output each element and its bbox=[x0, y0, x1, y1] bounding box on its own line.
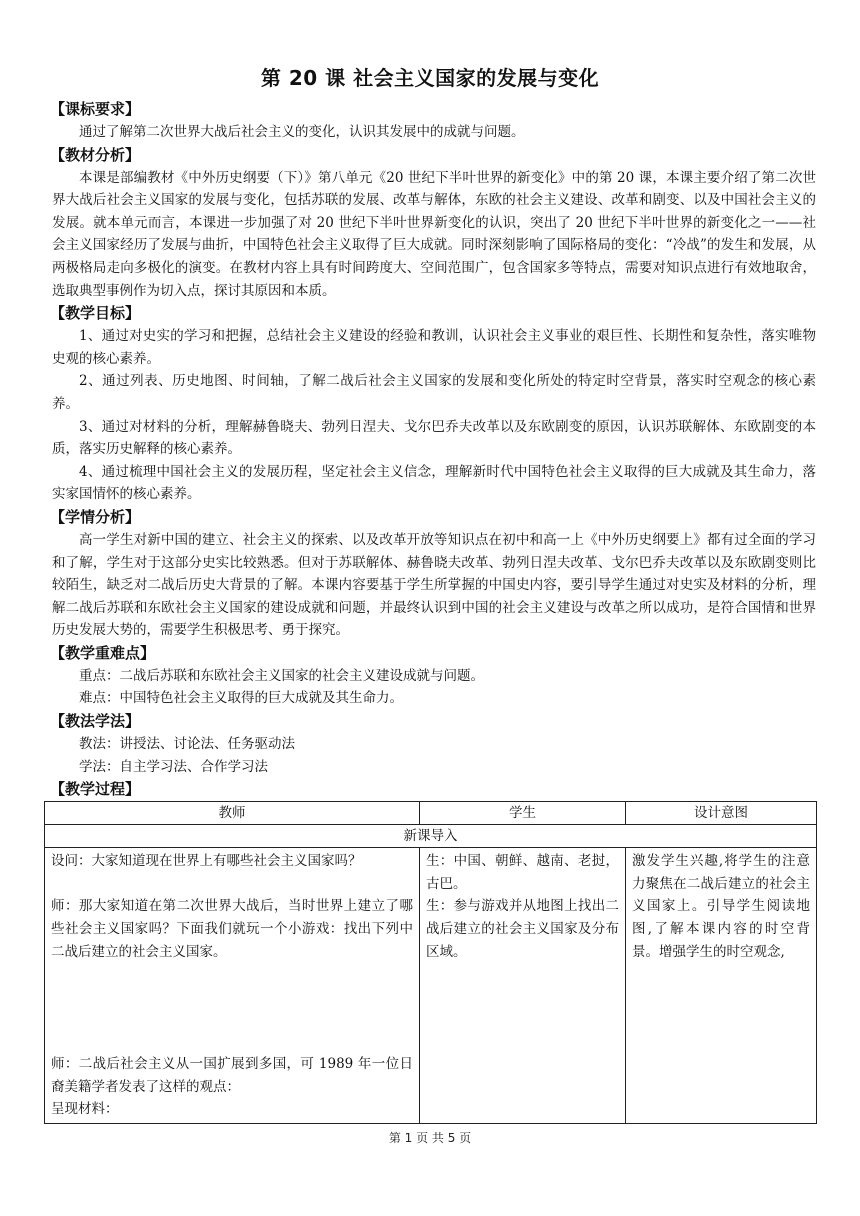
goal-item: 2、通过列表、历史地图、时间轴，了解二战后社会主义国家的发展和变化所处的特定时空背景，落实时空观念的核心素养。 bbox=[52, 373, 816, 412]
key-focus: 重点：二战后苏联和东欧社会主义国家的社会主义建设成就与问题。 bbox=[79, 667, 484, 684]
goal-item: 3、通过对材料的分析，理解赫鲁晓夫、勃列日涅夫、戈尔巴乔夫改革以及东欧剧变的原因，认识苏联解体、东欧剧变的本质，落实历史解释的核心素养。 bbox=[52, 418, 816, 458]
header-student: 学生 bbox=[420, 802, 626, 825]
teacher-question: 设问：大家知道现在世界上有哪些社会主义国家吗？ bbox=[51, 853, 362, 870]
goal-item: 1、通过对史实的学习和把握，总结社会主义建设的经验和教训，认识社会主义事业的艰巨性、长期性和复杂性，落实唯物史观的核心素养。 bbox=[52, 328, 816, 367]
student-activity: 生：参与游戏并从地图上找出二战后建立的社会主义国家及分布区域。 bbox=[426, 898, 619, 960]
teacher-cell bbox=[45, 848, 420, 1124]
page-title: 第 20 课 社会主义国家的发展与变化 bbox=[260, 66, 600, 90]
heading-methods: 【教法学法】 bbox=[50, 712, 141, 731]
header-design: 设计意图 bbox=[626, 802, 817, 825]
goal-item: 4、通过梳理中国社会主义的发展历程，坚定社会主义信念，理解新时代中国特色社会主义取得的巨大成就及其生命力，落实家国情怀的核心素养。 bbox=[52, 463, 816, 503]
teaching-methods: 教法：讲授法、讨论法、任务驱动法 bbox=[79, 736, 295, 753]
heading-students: 【学情分析】 bbox=[50, 507, 141, 526]
design-cell: 激发学生兴趣,将学生的注意力聚焦在二战后建立的社会主义国家上。引导学生阅读地图,了解本课内容的时空背景。增强学生的时空观念, bbox=[626, 848, 817, 1124]
header-teacher: 教师 bbox=[45, 802, 420, 825]
key-difficulty: 难点：中国特色社会主义取得的巨大成就及其生命力。 bbox=[79, 690, 403, 707]
teacher-game: 师：那大家知道在第二次世界大战后，当时世界上建立了哪些社会主义国家吗？下面我们就玩一个小游戏：找出下列中二战后建立的社会主义国家。 bbox=[51, 898, 413, 960]
page-footer: 第 1 页 共 5 页 bbox=[388, 1131, 472, 1145]
teacher-material: 呈现材料： bbox=[51, 1101, 119, 1118]
teaching-process-table bbox=[44, 801, 817, 1124]
heading-textbook: 【教材分析】 bbox=[50, 145, 141, 164]
section-label: 新课导入 bbox=[45, 825, 817, 848]
textbook-text: 本课是部编教材《中外历史纲要（下）》第八单元《20 世纪下半叶世界的新变化》中的第 20 课，本课主要介绍了第二次世界大战后社会主义国家的发展与变化，包括苏联的发展、改革与解体，东欧的社会主义建设、改革和剧变、以及中国社会主义的发展。就本单元而言，本课进一步加强了对 20 世纪下半叶世界新变化的认识，突出了 20 世纪下半叶世界的新变化之一——社会主义国家经历了发展与曲折，中国特色社会主义取得了巨大成就。同时深刻影响了国际格局的变化：“冷战”的发生和发展，从两极格局走向多极化的演变。在教材内容上具有时间跨度大、空间范围广，包含国家多等特点，需要对知识点进行有效地取舍，选取典型事例作为切入点，探讨其原因和本质。 bbox=[52, 169, 816, 299]
document-body bbox=[52, 98, 816, 1124]
heading-goals: 【教学目标】 bbox=[50, 304, 141, 323]
heading-key-points: 【教学重难点】 bbox=[50, 643, 156, 662]
student-answer: 生：中国、朝鲜、越南、老挝，古巴。 bbox=[426, 853, 619, 892]
curriculum-text: 通过了解第二次世界大战后社会主义的变化，认识其发展中的成就与问题。 bbox=[79, 124, 525, 140]
table-row bbox=[45, 848, 817, 1124]
teacher-viewpoint: 师：二战后社会主义从一国扩展到多国，可 1989 年一位日裔美籍学者发表了这样的观点： bbox=[51, 1056, 413, 1095]
heading-curriculum: 【课标要求】 bbox=[50, 100, 141, 118]
student-cell bbox=[420, 848, 626, 1124]
students-text: 高一学生对新中国的建立、社会主义的探索、以及改革开放等知识点在初中和高一上《中外历史纲要上》都有过全面的学习和了解，学生对于这部分史实比较熟悉。但对于苏联解体、赫鲁晓夫改革、勃列日涅夫改革、戈尔巴乔夫改革以及东欧剧变则比较陌生，缺乏对二战后历史大背景的了解。本课内容要基于学生所掌握的中国史内容，要引导学生通过对史实及材料的分析，理解二战后苏联和东欧社会主义国家的建设成就和问题，并最终认识到中国的社会主义建设与改革之所以成功，是符合国情和世界历史发展大势的，需要学生积极思考、勇于探究。 bbox=[52, 531, 816, 639]
heading-process: 【教学过程】 bbox=[50, 780, 141, 799]
table-header-row bbox=[45, 802, 817, 825]
learning-methods: 学法：自主学习法、合作学习法 bbox=[79, 758, 268, 775]
table-section-row bbox=[45, 825, 817, 848]
